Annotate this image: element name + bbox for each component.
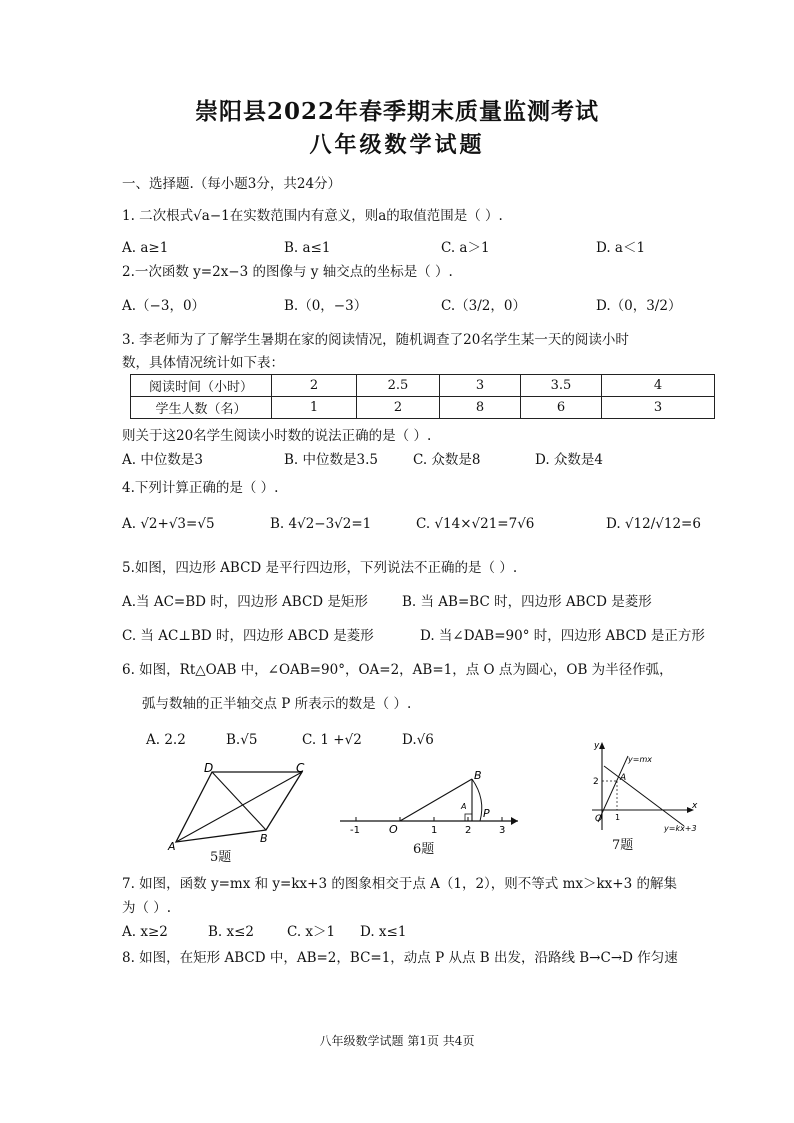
question-4: 4.下列计算正确的是（ ）. — [122, 480, 279, 496]
fig5-label-a: A — [168, 840, 176, 853]
figure-5-parallelogram — [160, 760, 320, 860]
table-cell: 2 — [357, 397, 440, 419]
section-heading: 一、选择题.（每小题3分，共24分） — [122, 176, 342, 192]
figure-7-graph — [588, 738, 708, 838]
q1-option-d: D. a＜1 — [596, 240, 646, 256]
table-cell: 8 — [440, 397, 521, 419]
q7-option-a: A. x≥2 — [122, 924, 168, 940]
q6-option-b: B.√5 — [226, 732, 258, 748]
question-3-line3: 则关于这20名学生阅读小时数的说法正确的是（ ）. — [122, 428, 432, 444]
q3-option-d: D. 众数是4 — [535, 452, 604, 468]
fig6-tick-neg1: -1 — [350, 825, 360, 836]
q5-option-a: A.当 AC=BD 时，四边形 ABCD 是矩形 — [122, 594, 368, 610]
figure-7-caption: 7题 — [612, 838, 634, 853]
page-footer: 八年级数学试题 第1页 共4页 — [319, 1034, 475, 1048]
table-cell: 2 — [272, 375, 357, 397]
question-8: 8. 如图，在矩形 ABCD 中，AB=2，BC=1，动点 P 从点 B 出发，沿路线 B→C→D 作匀速 — [122, 950, 678, 966]
q2-option-a: A.（−3，0） — [122, 298, 206, 314]
question-3-line1: 3. 李老师为了了解学生暑期在家的阅读情况，随机调查了20名学生某一天的阅读小时 — [122, 332, 629, 348]
table-header-cell: 阅读时间（小时） — [131, 375, 272, 397]
q4-option-b: B. 4√2−3√2=1 — [270, 516, 372, 532]
table-cell: 4 — [602, 375, 715, 397]
fig7-tick-1: 1 — [615, 813, 621, 822]
question-3-line2: 数，具体情况统计如下表： — [122, 355, 284, 371]
fig6-label-o: O — [389, 823, 398, 836]
question-6-line1: 6. 如图，Rt△OAB 中，∠OAB=90°，OA=2，AB=1，点 O 点为圆心，OB 为半径作弧， — [122, 662, 673, 678]
question-7-line1: 7. 如图，函数 y=mx 和 y=kx+3 的图象相交于点 A（1，2），则不等式 mx＞kx+3 的解集 — [122, 876, 677, 892]
fig5-label-c: C — [296, 761, 305, 775]
q1-option-a: A. a≥1 — [122, 240, 169, 256]
fig7-axis-x: x — [692, 801, 698, 811]
question-2: 2.一次函数 y=2x−3 的图像与 y 轴交点的坐标是（ ）. — [122, 264, 453, 280]
fig7-label-o: O — [595, 814, 603, 824]
q1-option-b: B. a≤1 — [284, 240, 331, 256]
q4-option-d: D. √12/√12=6 — [606, 516, 701, 532]
q3-option-a: A. 中位数是3 — [122, 452, 203, 468]
q3-option-c: C. 众数是8 — [413, 452, 481, 468]
table-cell: 1 — [272, 397, 357, 419]
fig7-label-a: A — [620, 773, 627, 783]
question-6-line2: 弧与数轴的正半轴交点 P 所表示的数是（ ）. — [142, 696, 412, 712]
q6-option-a: A. 2.2 — [146, 732, 186, 748]
q4-option-c: C. √14×√21=7√6 — [416, 516, 535, 532]
q2-option-d: D.（0，3/2） — [596, 298, 682, 314]
q7-option-c: C. x＞1 — [287, 924, 336, 940]
figure-5-caption: 5题 — [210, 850, 232, 865]
fig6-label-a: A — [461, 802, 467, 811]
q7-option-d: D. x≤1 — [360, 924, 407, 940]
fig5-label-d: D — [204, 761, 214, 775]
table-cell: 3 — [440, 375, 521, 397]
fig6-label-b: B — [474, 769, 482, 782]
q6-option-d: D.√6 — [402, 732, 434, 748]
q6-option-c: C. 1 +√2 — [302, 732, 362, 748]
q2-option-b: B.（0，−3） — [284, 298, 368, 314]
question-1: 1. 二次根式√a−1在实数范围内有意义，则a的取值范围是（ ）. — [122, 208, 503, 224]
figure-6-caption: 6题 — [413, 842, 435, 857]
table-cell: 3 — [602, 397, 715, 419]
fig7-label-mx: y=mx — [628, 755, 652, 764]
table-cell: 2.5 — [357, 375, 440, 397]
q2-option-c: C.（3/2，0） — [441, 298, 526, 314]
table-cell: 3.5 — [521, 375, 602, 397]
fig7-label-kx3: y=kx+3 — [664, 824, 697, 833]
exam-title: 崇阳县2022年春季期末质量监测考试 — [194, 98, 599, 125]
fig6-label-p: P — [483, 807, 490, 820]
q5-option-b: B. 当 AB=BC 时，四边形 ABCD 是菱形 — [402, 594, 652, 610]
table-cell: 6 — [521, 397, 602, 419]
figure-6-number-line — [334, 765, 524, 845]
fig5-label-b: B — [260, 832, 268, 845]
table-header-cell: 学生人数（名） — [131, 397, 272, 419]
question-7-line2: 为（ ）. — [122, 900, 172, 916]
table-row — [131, 397, 715, 419]
q5-option-c: C. 当 AC⊥BD 时，四边形 ABCD 是菱形 — [122, 628, 374, 644]
fig7-tick-2: 2 — [593, 777, 599, 787]
fig6-tick-3: 3 — [499, 825, 506, 836]
question-5: 5.如图，四边形 ABCD 是平行四边形，下列说法不正确的是（ ）. — [122, 560, 518, 576]
q3-option-b: B. 中位数是3.5 — [284, 452, 378, 468]
fig6-tick-2: 2 — [465, 825, 472, 836]
exam-subtitle: 八年级数学试题 — [309, 132, 485, 158]
fig7-axis-y: y — [594, 741, 600, 751]
q7-option-b: B. x≤2 — [208, 924, 255, 940]
q5-option-d: D. 当∠DAB=90° 时，四边形 ABCD 是正方形 — [420, 628, 705, 644]
reading-time-table — [130, 374, 715, 419]
q4-option-a: A. √2+√3=√5 — [122, 516, 215, 532]
table-row — [131, 375, 715, 397]
q1-option-c: C. a＞1 — [441, 240, 490, 256]
fig6-tick-1: 1 — [431, 825, 438, 836]
